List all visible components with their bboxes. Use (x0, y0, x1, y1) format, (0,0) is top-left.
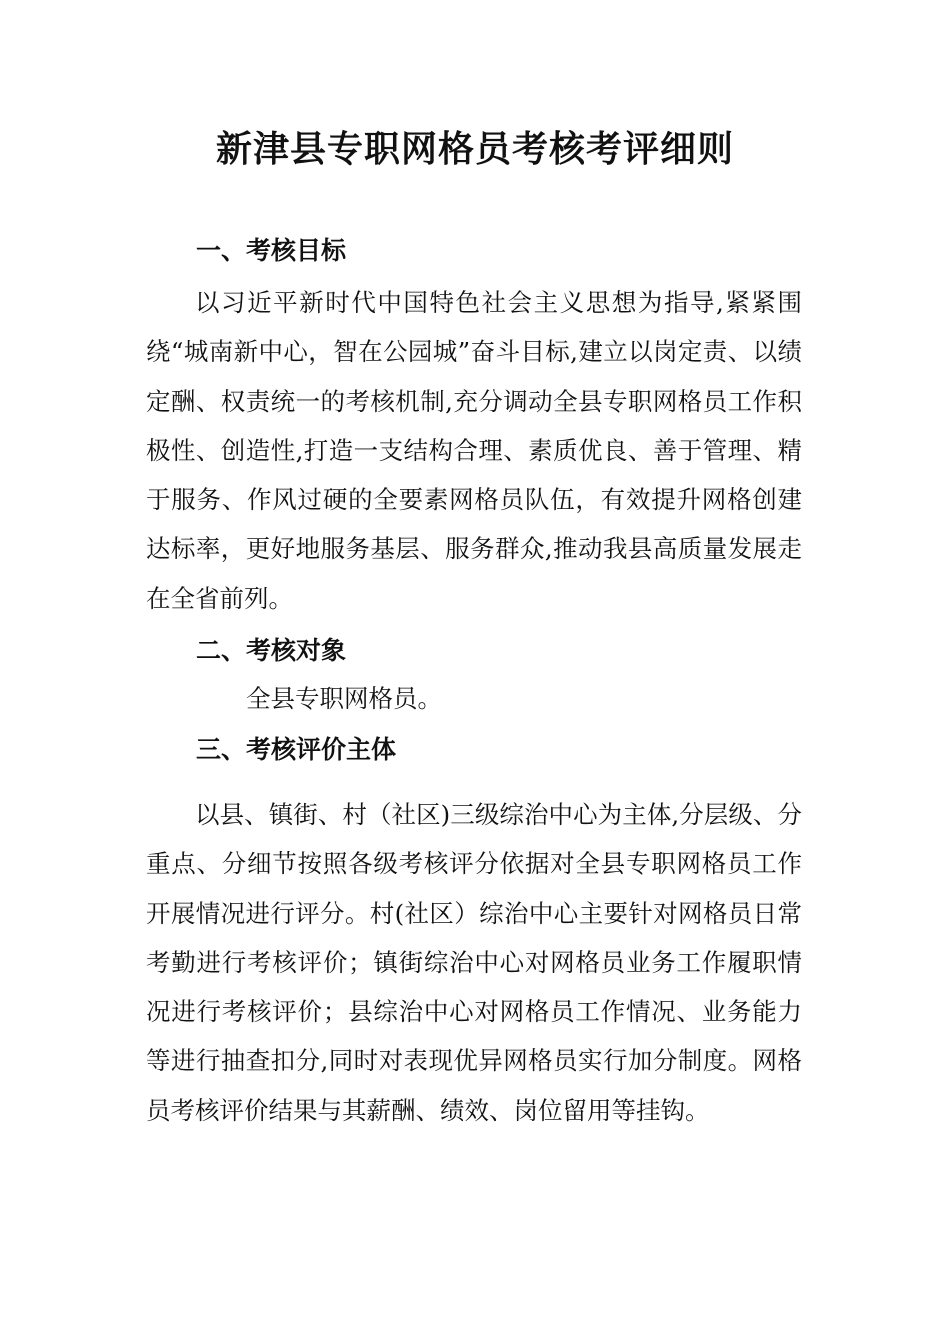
document-title: 新津县专职网格员考核考评细则 (215, 128, 734, 170)
section-heading-subject: 三、考核评价主体 (196, 735, 397, 764)
section-body-subject: 以县、镇街、村（社区)三级综治中心为主体,分层级、分重点、分细节按照各级考核评分依据对全县专职网格员工作开展情况进行评分。村(社区）综治中心主要针对网格员日常考勤进行考核评价；镇街综治中心对网格员业务工作履职情况进行考核评价；县综治中心对网格员工作情况、业务能力等进行抽查扣分,同时对表现优异网格员实行加分制度。网格员考核评价结果与其薪酬、绩效、岗位留用等挂钩。 (146, 800, 802, 1125)
section-heading-target: 二、考核对象 (196, 636, 347, 665)
section-body-goal: 以习近平新时代中国特色社会主义思想为指导,紧紧围绕“城南新中心，智在公园城”奋斗目标,建立以岗定责、以绩定酬、权责统一的考核机制,充分调动全县专职网格员工作积极性、创造性,打造一支结构合理、素质优良、善于管理、精于服务、作风过硬的全要素网格员队伍，有效提升网格创建达标率，更好地服务基层、服务群众,推动我县高质量发展走在全省前列。 (146, 288, 802, 613)
section-heading-goal: 一、考核目标 (196, 236, 347, 265)
section-body-target: 全县专职网格员。 (246, 684, 442, 713)
